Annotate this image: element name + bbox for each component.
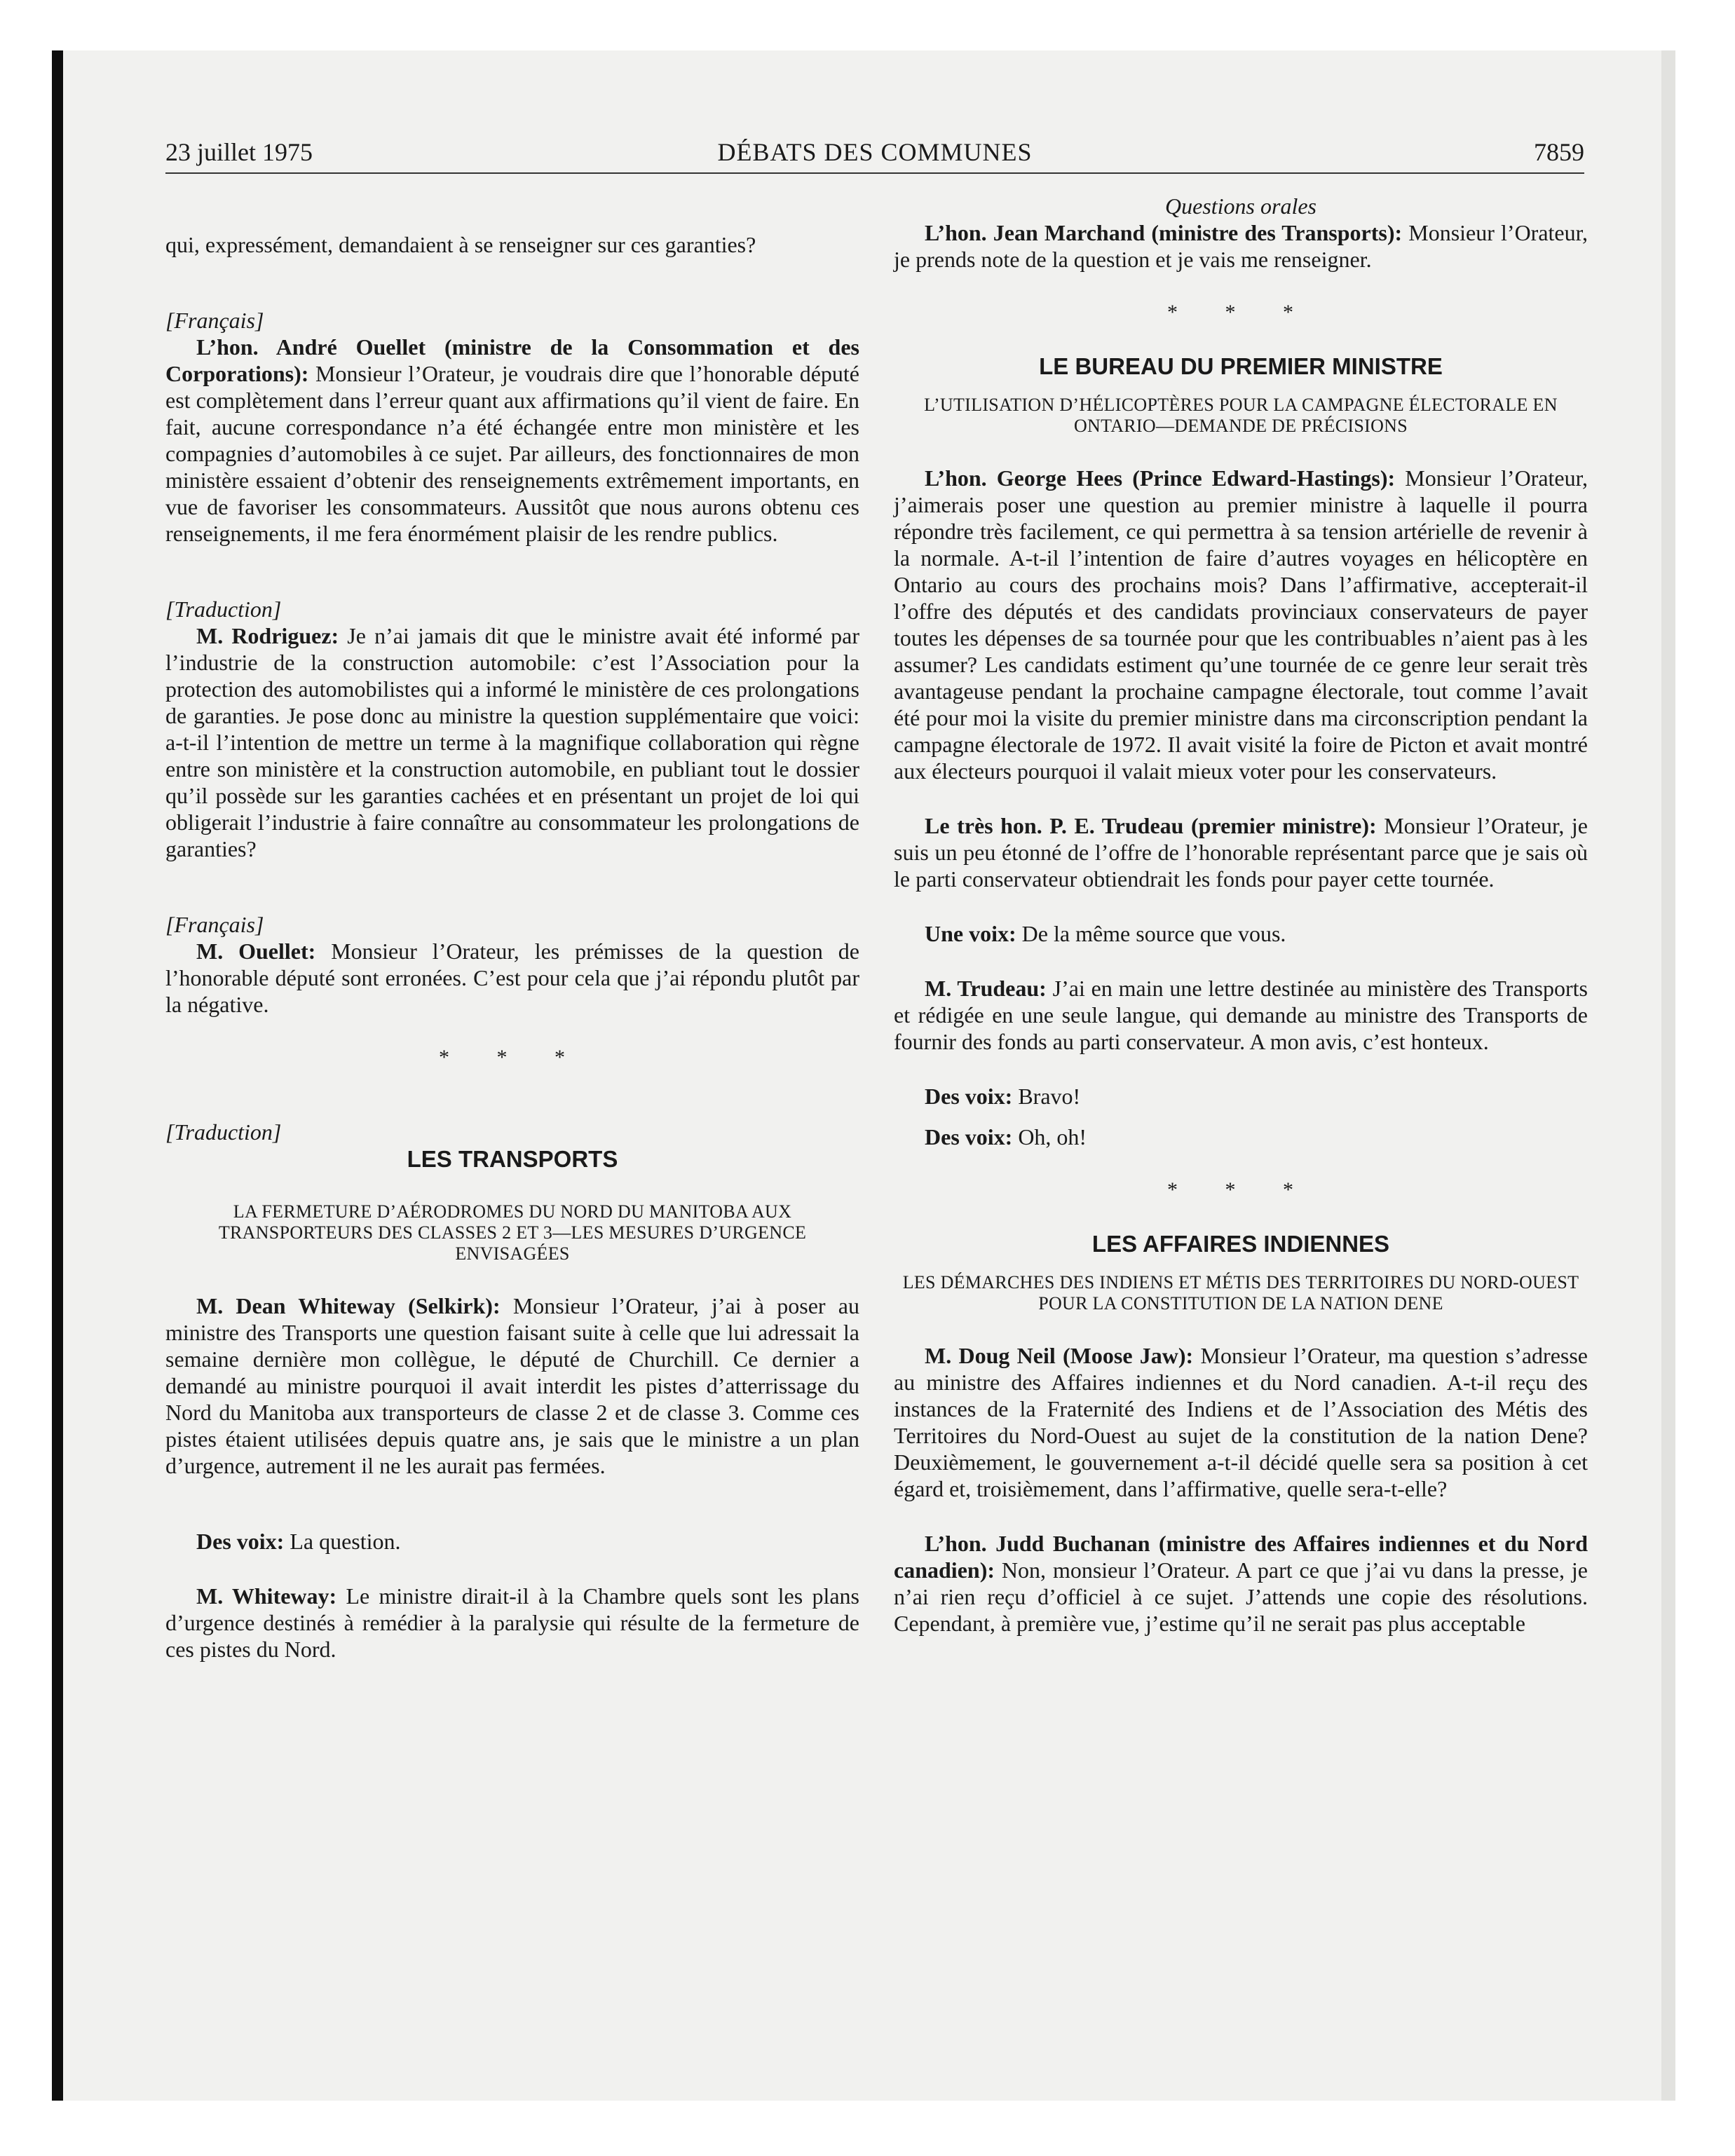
speech: [165, 334, 859, 547]
paragraph: qui, expressément, demandaient à se renseigner sur ces garanties?: [165, 232, 756, 257]
section-separator: * * *: [1167, 1178, 1314, 1201]
speech-text: Monsieur l’Orateur, je prends note de la question et je vais me renseigner.: [894, 220, 1588, 272]
speaker: L’hon. Judd Buchanan (ministre des Affaires indiennes et du Nord canadien):: [894, 1531, 1588, 1583]
speaker: M. Whiteway:: [196, 1583, 337, 1609]
subsection-title: L’UTILISATION D’HÉLICOPTÈRES POUR LA CAMPAGNE ÉLECTORALE EN ONTARIO—DEMANDE DE PRÉCISIONS: [924, 395, 1558, 436]
scan-edge: [1661, 50, 1675, 2101]
header-title: DÉBATS DES COMMUNES: [717, 138, 1033, 166]
speech-text: J’ai en main une lettre destinée au ministère des Transports et rédigée en une seule langue, qui demande au ministre des Transports de fournir des fonds au parti conservateur. A mon avis, c’est honteux.: [894, 976, 1588, 1054]
page-margin: [0, 0, 55, 2156]
speech: [165, 1583, 859, 1663]
speech: [165, 1528, 859, 1555]
speaker: Des voix:: [925, 1084, 1013, 1109]
subsection-title: LA FERMETURE D’AÉRODROMES DU NORD DU MANITOBA AUX TRANSPORTEURS DES CLASSES 2 ET 3—LES MESURES D’URGENCE ENVISAGÉES: [218, 1201, 807, 1264]
speech: [165, 938, 859, 1018]
speech-text: Oh, oh!: [1012, 1124, 1087, 1149]
speech-text: De la même source que vous.: [1016, 921, 1286, 946]
speech: [894, 975, 1588, 1055]
left-column: [165, 193, 859, 2043]
speaker: M. Ouellet:: [196, 939, 316, 964]
speaker: Une voix:: [925, 921, 1016, 946]
speaker: Des voix:: [925, 1124, 1013, 1149]
scan-border: [52, 50, 63, 2101]
speaker: M. Dean Whiteway (Selkirk):: [196, 1293, 501, 1318]
speech: [894, 1124, 1588, 1150]
section-separator: * * *: [1167, 301, 1314, 324]
oral-questions-label: Questions orales: [1165, 193, 1316, 219]
speech-text: Monsieur l’Orateur, je suis un peu étonné de l’offre de l’honorable représentant parce que je sais où le parti conservateur obtiendrait les fonds pour payer cette tournée.: [894, 813, 1588, 892]
section-title: LES AFFAIRES INDIENNES: [1091, 1231, 1390, 1257]
speaker: L’hon. André Ouellet (ministre de la Consommation et des Corporations):: [165, 334, 859, 386]
speech-text: Monsieur l’Orateur, j’ai à poser au ministre des Transports une question faisant suite à celle que lui adressait la semaine dernière mon collègue, le député de Churchill. Ce dernier a demandé au ministre pourquoi il avait interdit les pistes d’atterrissage du Nord du Manitoba aux transporteurs de classe 2 et de classe 3. Comme ces pistes étaient utilisées depuis quatre ans, je sais que le ministre a un plan d’urgence, autrement il ne les aurait pas fermées.: [165, 1293, 859, 1478]
language-tag: [Traduction]: [165, 596, 282, 622]
speech-text: Monsieur l’Orateur, les prémisses de la question de l’honorable député sont erronées. C’est pour cela que j’ai répondu plutôt par la négative.: [165, 939, 860, 1017]
speech: [165, 622, 859, 862]
section-title: LES TRANSPORTS: [407, 1146, 618, 1172]
language-tag: [Français]: [165, 308, 264, 333]
speaker: L’hon. Jean Marchand (ministre des Transports):: [925, 220, 1403, 245]
speech-text: Le ministre dirait-il à la Chambre quels sont les plans d’urgence destinés à remédier à la paralysie qui résulte de la fermeture de ces pistes du Nord.: [165, 1583, 860, 1662]
speech: [894, 219, 1588, 273]
speech: [894, 920, 1588, 947]
speech-text: Non, monsieur l’Orateur. A part ce que j’ai vu dans la presse, je n’ai rien reçu d’officiel à ce sujet. J’attends une copie des résolutions. Cependant, à première vue, j’estime qu’il ne serait pas plus acceptable: [894, 1557, 1588, 1636]
speech: [894, 465, 1588, 784]
subsection-title: LES DÉMARCHES DES INDIENS ET MÉTIS DES TERRITOIRES DU NORD-OUEST POUR LA CONSTITUTION DE LA NATION DENE: [902, 1272, 1579, 1314]
speaker: Des voix:: [196, 1529, 285, 1554]
speaker: M. Trudeau:: [925, 976, 1047, 1001]
speech: [894, 1530, 1588, 1637]
speech: [165, 1292, 859, 1479]
speech-text: Je n’ai jamais dit que le ministre avait été informé par l’industrie de la construction automobile: c’est l’Association pour la protection des automobilistes qui a informé le ministère de ces prolongations de garanties. Je pose donc au ministre la question supplémentaire que voici: a-t-il l’intention de mettre un terme à la magnifique collaboration qui règne entre son ministère et la construction automobile, en publiant tout le dossier qu’il possède sur les garanties cachées et en présentant un projet de loi qui obligerait l’industrie à faire connaître au consommateur les prolongations de garanties?: [165, 623, 860, 861]
speech: [894, 812, 1588, 892]
speech-text: Monsieur l’Orateur, je voudrais dire que l’honorable député est complètement dans l’erreur quant aux affirmations qu’il vient de faire. En fait, aucune correspondance n’a été échangée entre mon ministère et les compagnies d’automobiles à ce sujet. Par ailleurs, des fonctionnaires de mon ministère essaient d’obtenir des renseignements extrêmement importants, en vue de favoriser les consommateurs. Aussitôt que nous aurons obtenu ces renseignements, il me fera énormément plaisir de les rendre publics.: [165, 361, 859, 546]
running-header: [165, 137, 1584, 172]
speech-text: Monsieur l’Orateur, j’aimerais poser une question au premier ministre à laquelle il pourra répondre très facilement, ce qui permettra à sa tension artérielle de revenir à la normale. A-t-il l’intention de faire d’autres voyages en hélicoptère en Ontario au cours des prochains mois? Dans l’affirmative, accepterait-il l’offre des députés et des candidats provinciaux conservateurs de payer toutes les dépenses de sa tournée pour que les contribuables n’aient pas à les assumer? Les candidats estiment qu’une tournée de ce genre leur serait très avantageuse pendant la prochaine campagne électorale, tout comme l’avait été pour moi la visite du premier ministre dans ma circonscription pendant la campagne électorale de 1972. Il avait visité la foire de Picton et avait montré aux électeurs pourquoi il valait mieux voter pour les conservateurs.: [894, 465, 1588, 784]
speech-text: Bravo!: [1012, 1084, 1081, 1109]
header-rule: [165, 172, 1584, 174]
speech: [894, 1083, 1588, 1110]
section-separator: * * *: [439, 1046, 586, 1069]
speaker: M. Doug Neil (Moose Jaw):: [925, 1343, 1194, 1368]
speech: [894, 1342, 1588, 1502]
page-number: 7859: [1534, 138, 1584, 166]
speech-text: Monsieur l’Orateur, ma question s’adresse au ministre des Affaires indiennes et du Nord canadien. A-t-il reçu des instances de la Fraternité des Indiens et de l’Association des Métis des Territoires du Nord-Ouest au sujet de la constitution de la nation Dene? Deuxièmement, le gouvernement a-t-il décidé quelle sera sa position à cet égard et, troisièmement, dans l’affirmative, quelle sera-t-elle?: [894, 1343, 1588, 1501]
speaker: Le très hon. P. E. Trudeau (premier ministre):: [925, 813, 1377, 838]
speaker: M. Rodriguez:: [196, 623, 339, 648]
speech-text: La question.: [284, 1529, 401, 1554]
language-tag: [Français]: [165, 912, 264, 937]
section-title: LE BUREAU DU PREMIER MINISTRE: [1039, 353, 1443, 379]
speaker: L’hon. George Hees (Prince Edward-Hastings):: [925, 465, 1396, 491]
right-column: [894, 193, 1588, 2043]
language-tag: [Traduction]: [165, 1119, 282, 1145]
header-date: 23 juillet 1975: [165, 138, 313, 166]
